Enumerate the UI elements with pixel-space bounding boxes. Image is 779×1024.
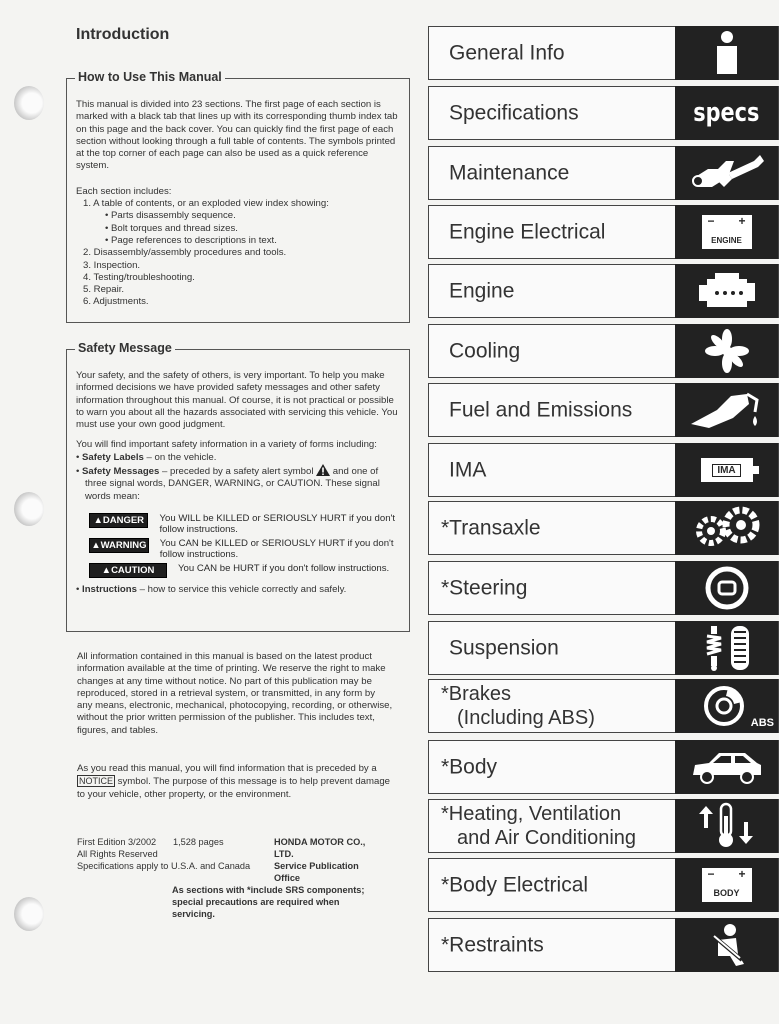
danger-text: You WILL be KILLED or SERIOUSLY HURT if you don't follow instructions. [159,512,396,536]
list-item: 3. Inspection. [83,259,141,271]
signal-words [76,513,399,578]
tab-engine[interactable] [428,264,779,318]
tab-engine-electrical[interactable] [428,205,779,259]
safety-labels-term: Safety Labels [82,451,144,463]
signal-caution [89,563,399,578]
how-to-use-box [66,70,410,323]
tab-general-info[interactable] [428,26,779,80]
tab-label: Cooling [449,339,521,363]
info-paragraph: All information contained in this manual is based on the latest product information available at the time of printing. We reserve the right to make changes at any time without notice. No part of this publication may be reproduced, stored in a retrieval system, or transmitted, in any form by any means, electronic, mechanical, photocopying, recording, or otherwise, without the prior written permission of the publisher. This includes text, figures, and tables. [77,651,393,736]
tab-label [441,802,636,850]
how-to-use-heading: How to Use This Manual [75,70,225,84]
safety-labels-line: • Safety Labels – on the vehicle. [76,451,217,463]
safety-message-heading: Safety Message [75,341,175,355]
tab-label: Fuel and Emissions [449,398,633,422]
warning-label: ▲WARNING [89,538,149,553]
list-item: 4. Testing/troubleshooting. [83,271,195,283]
notice-paragraph [77,763,393,801]
signal-warning [89,538,399,561]
list-item: 1. A table of contents, or an exploded view index showing: [83,198,329,210]
tab-label-line1: *Brakes [441,683,512,705]
tab-label: Maintenance [449,161,570,185]
punch-hole-middle [14,492,44,526]
fan-icon [675,324,778,378]
safety-messages-desc: – preceded by a safety alert symbol [159,466,317,478]
tab-specifications[interactable] [428,86,779,140]
safety-messages-line: • Safety Messages – preceded by a safety alert symbol and one of three signal words, DANGER, WARNING, or CAUTION. These signal words mean: [76,466,380,502]
info-icon [675,26,778,80]
tab-label: Engine [449,279,515,303]
warning-text: You CAN be KILLED or SERIOUSLY HURT if you don't follow instructions. [159,537,394,561]
tab-label: Engine Electrical [449,220,606,244]
battery-icon: − + ENGINE [675,205,778,259]
tab-label-line1: *Heating, Ventilation [441,803,622,825]
specs-icon-text: specs [693,98,760,128]
warning-word: WARNING [100,539,147,551]
body-icon-text: BODY [713,888,740,898]
thermometer-icon [675,799,778,853]
caution-word: CAUTION [111,564,155,576]
tab-label: *Transaxle [441,516,541,540]
abs-icon-text: ABS [750,717,774,729]
safety-messages-term: Safety Messages [82,466,160,478]
tab-cooling[interactable] [428,324,779,378]
notice-post: symbol. The purpose of this message is to help prevent damage to your vehicle, other property, or the environment. [77,776,391,800]
tab-label: *Body Electrical [441,873,589,897]
list-item: • Bolt torques and thread sizes. [105,222,238,234]
list-item: • Parts disassembly sequence. [105,210,236,222]
battery-icon-text: ENGINE [711,236,742,245]
tab-label: Suspension [449,636,559,660]
page-count: 1,528 pages [173,837,224,847]
how-to-intro: This manual is divided into 23 sections. The first page of each section is marked with a black tab that lines up with its corresponding thumb index tab on this page and the back cover. You can quickly find the first page of each section without looking through a full table of contents. The symbols printed at the top corner of each page can also be used as a quick reference system. [76,99,398,172]
tab-hvac[interactable] [428,799,779,853]
specs-icon [675,86,778,140]
safety-message-box [66,341,410,632]
each-section-text: Each section includes: [76,185,172,197]
tab-restraints[interactable] [428,918,779,972]
tab-ima[interactable] [428,443,779,497]
battery-body-icon: − + BODY [675,858,778,912]
rights-text: All Rights Reserved [77,849,158,859]
publisher-text: HONDA MOTOR CO., LTD. [274,837,366,859]
tab-label [441,682,595,730]
tab-body-electrical[interactable] [428,858,779,912]
shock-tire-icon [675,621,778,675]
safety-para-1: Your safety, and the safety of others, is very important. To help you make informed decisions we have provided safety messages and other safety information throughout this manual. Of course, it is not practical or possible to warn you about all the hazards associated with servicing this vehicle. You must use your own good judgment. [76,370,398,431]
seatbelt-icon [675,918,778,972]
tab-fuel-emissions[interactable] [428,383,779,437]
section-contents-list [76,198,399,309]
safety-para-2: You will find important safety information in a variety of forms including: [76,439,377,451]
gears-icon [675,501,778,555]
safety-alert-icon [316,464,330,476]
fuel-nozzle-icon [675,383,778,437]
brake-disc-icon [675,679,778,733]
notice-symbol: NOTICE [79,776,114,787]
tab-label: General Info [449,41,565,65]
tab-transaxle[interactable] [428,501,779,555]
car-body-icon [675,740,778,794]
notice-pre: As you read this manual, you will find information that is preceded by a [77,763,377,774]
tab-label-line2: and Air Conditioning [457,827,637,849]
tab-label-line2: (Including ABS) [457,707,595,729]
danger-word: DANGER [102,514,145,526]
ima-battery-icon [675,443,778,497]
tab-body[interactable] [428,740,779,794]
safety-labels-desc: – on the vehicle. [143,451,217,463]
instructions-term: Instructions [82,583,137,595]
tab-steering[interactable] [428,561,779,615]
punch-hole-top [14,86,44,120]
edition-text: First Edition 3/2002 [77,837,157,847]
office-text: Service Publication Office [274,861,359,883]
signal-danger [89,513,399,536]
list-item: • Page references to descriptions in text. [105,234,277,246]
caution-text: You CAN be HURT if you don't follow instructions. [178,562,390,574]
tab-label: Specifications [449,101,579,125]
ima-icon-text: IMA [712,464,740,477]
instructions-line: • Instructions – how to service this vehicle correctly and safely. [76,583,347,595]
tab-brakes[interactable] [428,679,779,733]
tab-label: *Steering [441,576,528,600]
tab-suspension[interactable] [428,621,779,675]
safety-messages-desc-2: and one of three signal words, DANGER, WARNING, or CAUTION. These signal words mean: [85,466,380,502]
engine-icon [675,264,778,318]
list-item: 2. Disassembly/assembly procedures and tools. [83,247,287,259]
punch-hole-bottom [14,897,44,931]
tab-label: *Body [441,755,498,779]
spec-text: Specifications apply to U.S.A. and Canada [77,861,251,871]
tab-label: IMA [449,458,487,482]
srs-note: As sections with *include SRS components; special precautions are required when servicing. [172,885,365,919]
page-title: Introduction [76,26,170,43]
instructions-desc: – how to service this vehicle correctly and safely. [136,583,347,595]
tab-maintenance[interactable] [428,146,779,200]
wrench-hand-icon [675,146,778,200]
tab-label: *Restraints [441,933,544,957]
danger-label: ▲DANGER [89,513,148,528]
caution-label: ▲CAUTION [89,563,167,578]
steering-wheel-icon [675,561,778,615]
list-item: 6. Adjustments. [83,296,149,308]
list-item: 5. Repair. [83,284,125,296]
